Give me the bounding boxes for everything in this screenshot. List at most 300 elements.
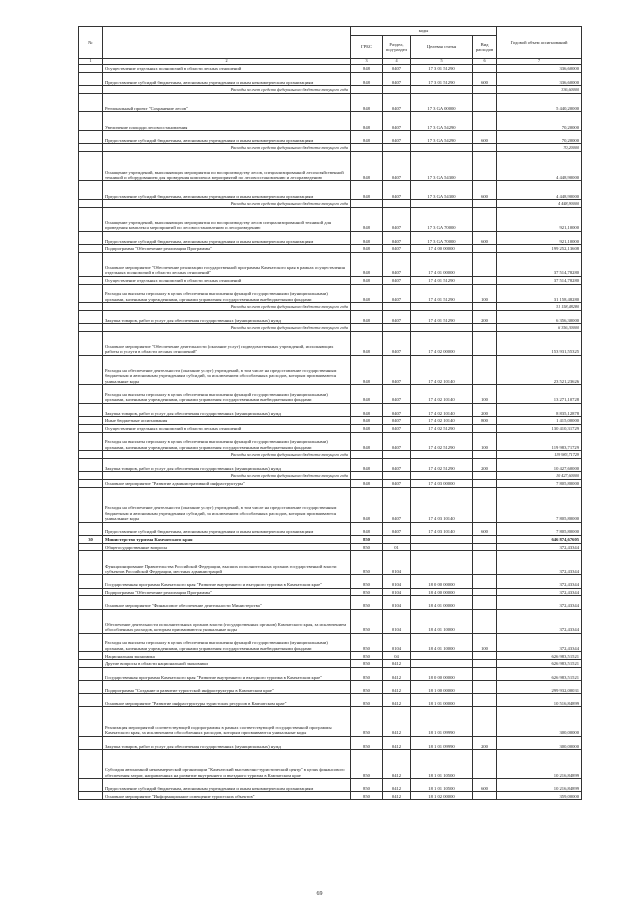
sum-cell: 646 874,67605 (497, 535, 582, 543)
table-row (79, 151, 582, 180)
grbs-cell: 848 (351, 432, 383, 451)
name-cell: Предоставление субсидий бюджетным, автономным учреждениям и иным некоммерческим организациям (103, 522, 351, 535)
razdel-cell: 0407 (383, 276, 411, 284)
razdel-cell: 0104 (383, 633, 411, 652)
razdel-cell: 0104 (383, 596, 411, 609)
table-row (79, 181, 582, 200)
razdel-cell: 0407 (383, 93, 411, 112)
razdel-cell: 0407 (383, 331, 411, 355)
grbs-cell: 848 (351, 424, 383, 432)
razdel-cell: 0407 (383, 417, 411, 425)
vid-cell: 100 (473, 385, 497, 404)
grbs-cell: 848 (351, 284, 383, 303)
vid-cell: 600 (473, 231, 497, 244)
federal-funds-note-row (79, 472, 582, 480)
num-cell (79, 667, 103, 680)
vid-cell (473, 749, 497, 778)
table-row (79, 736, 582, 749)
table-row (79, 667, 582, 680)
num-cell: 30 (79, 535, 103, 543)
razdel-cell: 0407 (383, 522, 411, 535)
celevaya-cell: 18 4 01 10000 (411, 609, 473, 633)
razdel-cell: 0407 (383, 424, 411, 432)
table-row (79, 480, 582, 488)
celevaya-cell: 18 1 01 10500 (411, 749, 473, 778)
name-cell: Подпрограмма "Создание и развитие туристской инфраструктуры в Камчатском крае" (103, 680, 351, 693)
grbs-cell: 850 (351, 707, 383, 736)
name-cell: Оснащение учреждений, выполняющих мероприятия по воспроизводству лесов, специализированной лесохозяйственной техникой и оборудованием для проведения комплекса мероприятий по лесовосстановлению и лесоразведению (103, 151, 351, 180)
grbs-cell: 848 (351, 244, 383, 252)
grbs-cell: 848 (351, 355, 383, 384)
vid-cell (473, 659, 497, 667)
celevaya-cell: 17 4 03 00000 (411, 480, 473, 488)
celevaya-cell: 17 4 00 00000 (411, 244, 473, 252)
num-cell (79, 65, 103, 73)
vid-cell: 200 (473, 310, 497, 323)
name-cell: Основное мероприятие "Информационное освещение туристских объектов" (103, 792, 351, 800)
sum-cell: 336,60000 (497, 72, 582, 85)
name-cell: Предоставление субсидий бюджетным, автономным учреждениям и иным некоммерческим организациям (103, 231, 351, 244)
razdel-cell (383, 451, 411, 459)
grbs-cell: 848 (351, 72, 383, 85)
table-row (79, 749, 582, 778)
num-cell (79, 424, 103, 432)
table-row (79, 385, 582, 404)
vid-cell (473, 535, 497, 543)
celevaya-cell: 17 4 02 51290 (411, 459, 473, 472)
razdel-cell: 0412 (383, 707, 411, 736)
celevaya-cell (411, 144, 473, 152)
name-cell: Реализация мероприятий соответствующей подпрограммы в рамках соответствующей государственной программы Камчатского края, за исключением обособленных расходов, которым присваиваются уникальные коды (103, 707, 351, 736)
num-cell (79, 609, 103, 633)
num-cell (79, 276, 103, 284)
col-num-2: 2 (103, 59, 351, 65)
name-cell: Закупка товаров, работ и услуг для обеспечения государственных (муниципальных) нужд (103, 310, 351, 323)
num-cell (79, 324, 103, 332)
razdel-cell: 0412 (383, 779, 411, 792)
sum-cell: 626 983,51521 (497, 659, 582, 667)
grbs-cell: 848 (351, 487, 383, 522)
razdel-cell: 0407 (383, 487, 411, 522)
num-cell (79, 736, 103, 749)
vid-cell: 200 (473, 459, 497, 472)
num-cell (79, 355, 103, 384)
vid-cell (473, 487, 497, 522)
vid-cell (473, 93, 497, 112)
name-cell: Расходы за счет средств федерального бюджета текущего года (103, 85, 351, 93)
razdel-cell: 0412 (383, 694, 411, 707)
table-header-row-top (79, 27, 582, 36)
grbs-cell: 850 (351, 652, 383, 660)
num-cell (79, 596, 103, 609)
sum-cell: 70,20000 (497, 144, 582, 152)
vid-cell (473, 588, 497, 596)
sum-cell: 119 983,71729 (497, 432, 582, 451)
razdel-cell (383, 199, 411, 207)
celevaya-cell: 18 1 01 09990 (411, 736, 473, 749)
razdel-cell: 0407 (383, 244, 411, 252)
grbs-cell: 850 (351, 680, 383, 693)
celevaya-cell: 18 0 00 00000 (411, 667, 473, 680)
num-cell (79, 85, 103, 93)
num-cell (79, 432, 103, 451)
razdel-cell (383, 324, 411, 332)
num-cell (79, 779, 103, 792)
num-cell (79, 403, 103, 416)
table-row (79, 284, 582, 303)
vid-cell (473, 244, 497, 252)
num-cell (79, 459, 103, 472)
vid-cell (473, 355, 497, 384)
table-row (79, 652, 582, 660)
vid-cell (473, 551, 497, 575)
num-cell (79, 252, 103, 276)
grbs-cell: 848 (351, 331, 383, 355)
sum-cell: 4 448,90000 (497, 199, 582, 207)
razdel-cell (383, 472, 411, 480)
celevaya-cell: 18 1 01 10500 (411, 779, 473, 792)
celevaya-cell (411, 543, 473, 551)
vid-cell: 200 (473, 403, 497, 416)
table-row (79, 244, 582, 252)
federal-funds-note-row (79, 324, 582, 332)
celevaya-cell (411, 472, 473, 480)
federal-funds-note-row (79, 451, 582, 459)
grbs-cell: 848 (351, 417, 383, 425)
celevaya-cell: 17 3 GA 54300 (411, 151, 473, 180)
table-row (79, 93, 582, 112)
header-codes: коды (351, 27, 497, 36)
sum-cell: 70,20000 (497, 112, 582, 131)
sum-cell: 372,43344 (497, 609, 582, 633)
grbs-cell: 848 (351, 403, 383, 416)
vid-cell: 600 (473, 130, 497, 143)
num-cell (79, 472, 103, 480)
grbs-cell: 848 (351, 522, 383, 535)
celevaya-cell: 17 3 GA 70000 (411, 207, 473, 231)
razdel-cell: 0104 (383, 609, 411, 633)
num-cell (79, 244, 103, 252)
table-row (79, 417, 582, 425)
razdel-cell: 0407 (383, 403, 411, 416)
table-row (79, 659, 582, 667)
num-cell (79, 181, 103, 200)
table-row (79, 551, 582, 575)
sum-cell: 70,20000 (497, 130, 582, 143)
grbs-cell: 848 (351, 385, 383, 404)
num-cell (79, 451, 103, 459)
sum-cell: 4 448,90000 (497, 151, 582, 180)
celevaya-cell: 17 4 02 10140 (411, 417, 473, 425)
grbs-cell (351, 472, 383, 480)
header-num: № (79, 27, 103, 59)
header-razdel: Раздел, под-раздел (383, 36, 411, 59)
razdel-cell (383, 303, 411, 311)
name-cell: Увеличение площади лесовосстановления (103, 112, 351, 131)
name-cell: Подпрограмма "Обеспечение реализации Программы" (103, 588, 351, 596)
grbs-cell: 848 (351, 459, 383, 472)
celevaya-cell: 17 4 03 10140 (411, 522, 473, 535)
grbs-cell: 850 (351, 667, 383, 680)
name-cell: Основное мероприятие "Развитие административной инфраструктуры" (103, 480, 351, 488)
sum-cell: 153 931,55325 (497, 331, 582, 355)
table-row (79, 310, 582, 323)
num-cell (79, 543, 103, 551)
name-cell: Национальная экономика (103, 652, 351, 660)
num-cell (79, 417, 103, 425)
vid-cell (473, 652, 497, 660)
razdel-cell: 0407 (383, 231, 411, 244)
federal-funds-note-row (79, 303, 582, 311)
name-cell: Обеспечение деятельности исполнительных органов власти (государственных органов) Камчатского края, за исключением обособленных расходов, которым присваиваются уникальные коды (103, 609, 351, 633)
vid-cell (473, 324, 497, 332)
vid-cell (473, 472, 497, 480)
num-cell (79, 72, 103, 85)
sum-cell: 119 983,71729 (497, 451, 582, 459)
name-cell: Основное мероприятие "Обеспечение реализации государственной программы Камчатского края в рамках осуществления отдельных полномочий в области лесных отношений" (103, 252, 351, 276)
celevaya-cell (411, 652, 473, 660)
table-row (79, 276, 582, 284)
grbs-cell: 848 (351, 207, 383, 231)
table-row (79, 588, 582, 596)
num-cell (79, 199, 103, 207)
federal-funds-note-row (79, 144, 582, 152)
budget-table (78, 26, 582, 800)
num-cell (79, 652, 103, 660)
num-cell (79, 151, 103, 180)
razdel-cell: 0412 (383, 736, 411, 749)
name-cell: Закупка товаров, работ и услуг для обеспечения государственных (муниципальных) нужд (103, 403, 351, 416)
sum-cell: 10 216,84899 (497, 779, 582, 792)
razdel-cell: 0407 (383, 310, 411, 323)
grbs-cell: 848 (351, 276, 383, 284)
sum-cell: 921,10000 (497, 231, 582, 244)
vid-cell (473, 252, 497, 276)
celevaya-cell: 18 1 01 00000 (411, 694, 473, 707)
federal-funds-note-row (79, 85, 582, 93)
razdel-cell (383, 535, 411, 543)
grbs-cell: 848 (351, 93, 383, 112)
num-cell (79, 659, 103, 667)
celevaya-cell: 18 4 01 10000 (411, 633, 473, 652)
sum-cell: 7 805,80000 (497, 522, 582, 535)
table-row (79, 355, 582, 384)
name-cell: Государственная программа Камчатского края "Развитие внутреннего и въездного туризма в Камчатском крае" (103, 575, 351, 588)
sum-cell: 372,43344 (497, 551, 582, 575)
num-cell (79, 707, 103, 736)
name-cell: Региональный проект "Сохранение лесов" (103, 93, 351, 112)
name-cell: Расходы на выплаты персоналу в целях обеспечения выполнения функций государственными (муниципальными) органами, казенными учреждениями, органами управления государственными внебюджетными фондами (103, 284, 351, 303)
celevaya-cell (411, 199, 473, 207)
sum-cell: 31 158,48280 (497, 284, 582, 303)
header-grbs: ГРБС (351, 36, 383, 59)
celevaya-cell: 17 4 02 51290 (411, 432, 473, 451)
celevaya-cell: 17 4 02 10140 (411, 403, 473, 416)
name-cell: Министерство туризма Камчатского края (103, 535, 351, 543)
name-cell: Общегосударственные вопросы (103, 543, 351, 551)
sum-cell: 336,60000 (497, 85, 582, 93)
table-row (79, 792, 582, 800)
name-cell: Подпрограмма "Обеспечение реализации Программы" (103, 244, 351, 252)
celevaya-cell: 18 4 01 00000 (411, 596, 473, 609)
num-cell (79, 331, 103, 355)
sum-cell: 7 805,80000 (497, 487, 582, 522)
vid-cell: 100 (473, 432, 497, 451)
sum-cell: 299 932,00031 (497, 680, 582, 693)
vid-cell (473, 609, 497, 633)
sum-cell: 372,43344 (497, 543, 582, 551)
name-cell: Предоставление субсидий бюджетным, автономным учреждениям и иным некоммерческим организациям (103, 72, 351, 85)
num-cell (79, 93, 103, 112)
grbs-cell: 850 (351, 792, 383, 800)
name-cell: Функционирование Правительства Российской Федерации, высших исполнительных органов государственной власти субъектов Российской Федерации, местных администраций (103, 551, 351, 575)
razdel-cell: 0407 (383, 355, 411, 384)
num-cell (79, 144, 103, 152)
grbs-cell: 848 (351, 310, 383, 323)
vid-cell (473, 451, 497, 459)
celevaya-cell: 17 4 01 51290 (411, 284, 473, 303)
razdel-cell (383, 85, 411, 93)
vid-cell: 600 (473, 779, 497, 792)
name-cell: Расходы на обеспечение деятельности (оказание услуг) учреждений, в том числе на предоставление государственным бюджетным и автономным учреждениям субсидий, за исключением обособленных расходов, которым присваиваются уникальные коды (103, 355, 351, 384)
grbs-cell: 848 (351, 181, 383, 200)
razdel-cell: 0407 (383, 459, 411, 472)
num-cell (79, 575, 103, 588)
col-num-5: 5 (411, 59, 473, 65)
num-cell (79, 480, 103, 488)
vid-cell (473, 792, 497, 800)
col-num-4: 4 (383, 59, 411, 65)
razdel-cell: 0407 (383, 385, 411, 404)
vid-cell (473, 331, 497, 355)
grbs-cell: 850 (351, 749, 383, 778)
celevaya-cell: 18 1 02 00000 (411, 792, 473, 800)
razdel-cell: 0412 (383, 659, 411, 667)
razdel-cell: 0407 (383, 207, 411, 231)
num-cell (79, 487, 103, 522)
razdel-cell: 0407 (383, 65, 411, 73)
grbs-cell: 850 (351, 633, 383, 652)
grbs-cell: 848 (351, 65, 383, 73)
sum-cell: 5 440,20000 (497, 93, 582, 112)
grbs-cell: 848 (351, 151, 383, 180)
sum-cell: 130 410,31729 (497, 424, 582, 432)
name-cell: Расходы на выплаты персоналу в целях обеспечения выполнения функций государственными (муниципальными) органами, казенными учреждениями, органами управления государственными внебюджетными фондами (103, 432, 351, 451)
name-cell: Основное мероприятие "Развитие инфраструктуры туристских ресурсов в Камчатском крае" (103, 694, 351, 707)
vid-cell (473, 112, 497, 131)
name-cell: Осуществление отдельных полномочий в области лесных отношений (103, 65, 351, 73)
table-body (79, 65, 582, 800)
razdel-cell: 0407 (383, 112, 411, 131)
num-cell (79, 680, 103, 693)
razdel-cell: 0412 (383, 680, 411, 693)
name-cell: Расходы за счет средств федерального бюджета текущего года (103, 451, 351, 459)
table-row (79, 72, 582, 85)
table-row (79, 596, 582, 609)
celevaya-cell: 18 1 01 09990 (411, 707, 473, 736)
razdel-cell: 0104 (383, 551, 411, 575)
celevaya-cell (411, 535, 473, 543)
num-cell (79, 303, 103, 311)
grbs-cell: 850 (351, 736, 383, 749)
name-cell: Субсидия автономной некоммерческой организации "Камчатский выставочно-туристический центр" в целях финансового обеспечения затрат, направленных на развитие внутреннего и въездного туризма в Камчатском крае (103, 749, 351, 778)
table-row (79, 112, 582, 131)
num-cell (79, 231, 103, 244)
name-cell: Закупка товаров, работ и услуг для обеспечения государственных (муниципальных) нужд (103, 459, 351, 472)
sum-cell: 10 427,60000 (497, 459, 582, 472)
num-cell (79, 207, 103, 231)
grbs-cell: 850 (351, 535, 383, 543)
celevaya-cell (411, 324, 473, 332)
vid-cell: 600 (473, 181, 497, 200)
sum-cell: 372,43344 (497, 596, 582, 609)
razdel-cell: 0412 (383, 749, 411, 778)
vid-cell (473, 144, 497, 152)
num-cell (79, 694, 103, 707)
grbs-cell: 850 (351, 609, 383, 633)
num-cell (79, 749, 103, 778)
col-num-3: 3 (351, 59, 383, 65)
grbs-cell (351, 303, 383, 311)
razdel-cell: 0104 (383, 575, 411, 588)
vid-cell (473, 207, 497, 231)
sum-cell: 372,43344 (497, 633, 582, 652)
vid-cell (473, 199, 497, 207)
vid-cell (473, 480, 497, 488)
sum-cell: 372,43344 (497, 588, 582, 596)
vid-cell (473, 680, 497, 693)
table-row (79, 207, 582, 231)
name-cell: Расходы за счет средств федерального бюджета текущего года (103, 324, 351, 332)
sum-cell: 300,00000 (497, 707, 582, 736)
sum-cell: 10 427,60000 (497, 472, 582, 480)
grbs-cell: 850 (351, 575, 383, 588)
num-cell (79, 633, 103, 652)
table-row (79, 680, 582, 693)
col-num-7: 7 (497, 59, 582, 65)
celevaya-cell: 17 4 03 10140 (411, 487, 473, 522)
name-cell: Предоставление субсидий бюджетным, автономным учреждениям и иным некоммерческим организациям (103, 181, 351, 200)
vid-cell: 600 (473, 522, 497, 535)
table-row (79, 779, 582, 792)
celevaya-cell: 17 4 02 10140 (411, 385, 473, 404)
grbs-cell: 850 (351, 543, 383, 551)
sum-cell: 31 158,48280 (497, 303, 582, 311)
sum-cell: 1 415,00000 (497, 417, 582, 425)
celevaya-cell (411, 451, 473, 459)
celevaya-cell: 18 1 00 00000 (411, 680, 473, 693)
header-celevaya: Целевая статья (411, 36, 473, 59)
name-cell: Расходы за счет средств федерального бюджета текущего года (103, 472, 351, 480)
sum-cell: 23 521,23626 (497, 355, 582, 384)
name-cell: Государственная программа Камчатского края "Развитие внутреннего и въездного туризма в Камчатском крае" (103, 667, 351, 680)
sum-cell: 626 983,51521 (497, 667, 582, 680)
razdel-cell: 0407 (383, 432, 411, 451)
num-cell (79, 588, 103, 596)
num-cell (79, 792, 103, 800)
grbs-cell: 848 (351, 252, 383, 276)
name-cell: Расходы за счет средств федерального бюджета текущего года (103, 303, 351, 311)
celevaya-cell: 18 0 00 00000 (411, 575, 473, 588)
sum-cell: 359,00000 (497, 792, 582, 800)
sum-cell: 10 516,84899 (497, 694, 582, 707)
celevaya-cell (411, 85, 473, 93)
table-row (79, 487, 582, 522)
table-row (79, 403, 582, 416)
grbs-cell: 850 (351, 551, 383, 575)
col-num-1: 1 (79, 59, 103, 65)
celevaya-cell: 17 3 GA 54290 (411, 130, 473, 143)
